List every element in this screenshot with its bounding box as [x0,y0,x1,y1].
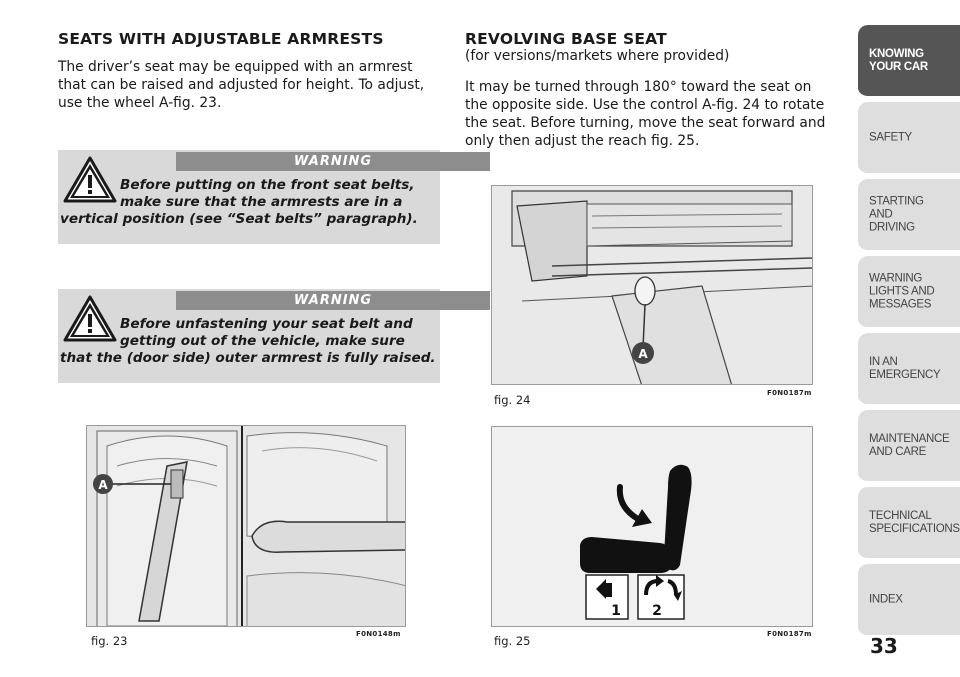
warning-text [60,177,438,228]
tab-label: SAFETY [869,131,912,143]
warning-label: WARNING [176,291,490,310]
revolving-seat-subtitle: (for versions/markets where provided) [465,48,730,64]
tab-label: IN AN EMERGENCY [869,355,941,381]
tab-technical-specifications[interactable] [858,487,960,560]
warning-box-armrest-raised [58,289,440,383]
warning-text-line: Before putting on the front seat belts, [120,177,415,193]
section-title-revolving-seat: REVOLVING BASE SEAT [465,30,667,48]
figure-23-caption: fig. 23 [91,634,128,648]
warning-text-line: Before unfastening your seat belt and [120,316,413,332]
figure-marker-a: A [638,347,648,361]
figure-24-rotation-control-illustration [491,185,813,385]
figure-24-code: F0N0187m [767,389,812,397]
warning-text-line: that the (door side) outer armrest is fully raised. [60,350,436,366]
tab-label: KNOWING YOUR CAR [869,47,928,73]
tab-label: INDEX [869,593,903,605]
tab-starting-and-driving[interactable] [858,179,960,252]
tab-index[interactable] [858,564,960,637]
tab-label: STARTING AND DRIVING [869,195,924,233]
step-1-label: 1 [611,603,621,619]
tab-label: TECHNICAL SPECIFICATIONS [869,509,960,535]
tab-maintenance-and-care[interactable] [858,410,960,483]
tab-label: WARNING LIGHTS AND MESSAGES [869,272,935,310]
revolving-seat-paragraph: It may be turned through 180° toward the seat on the opposite side. Use the control A-fig. 24 to rotate the seat. Before turning, move the seat forward and only then adjust the reach fig. 25. [465,79,826,149]
figure-23-code: F0N0148m [356,630,401,638]
tab-safety[interactable] [858,102,960,175]
warning-text-line: make sure that the armrests are in a [120,194,403,210]
section-title-armrests: SEATS WITH ADJUSTABLE ARMRESTS [58,30,384,48]
armrest-paragraph: The driver’s seat may be equipped with an armrest that can be raised and adjusted for height. To adjust, use the wheel A-fig. 23. [58,59,425,111]
figure-24-caption: fig. 24 [494,393,531,407]
page-number: 33 [870,634,898,658]
figure-23-armrest-illustration [86,425,406,627]
warning-text [60,316,438,367]
warning-text-line: vertical position (see “Seat belts” paragraph). [60,211,418,227]
tab-knowing-your-car[interactable] [858,25,960,98]
figure-25-code: F0N0187m [767,630,812,638]
warning-box-seat-belts [58,150,440,244]
step-2-label: 2 [652,603,662,619]
warning-text-line: getting out of the vehicle, make sure [120,333,405,349]
figure-25-seat-movement-diagram [491,426,813,627]
figure-marker-a: A [98,478,108,492]
tab-in-an-emergency[interactable] [858,333,960,406]
tab-label: MAINTENANCE AND CARE [869,432,950,458]
tab-warning-lights-and-messages[interactable] [858,256,960,329]
figure-25-caption: fig. 25 [494,634,531,648]
warning-label: WARNING [176,152,490,171]
